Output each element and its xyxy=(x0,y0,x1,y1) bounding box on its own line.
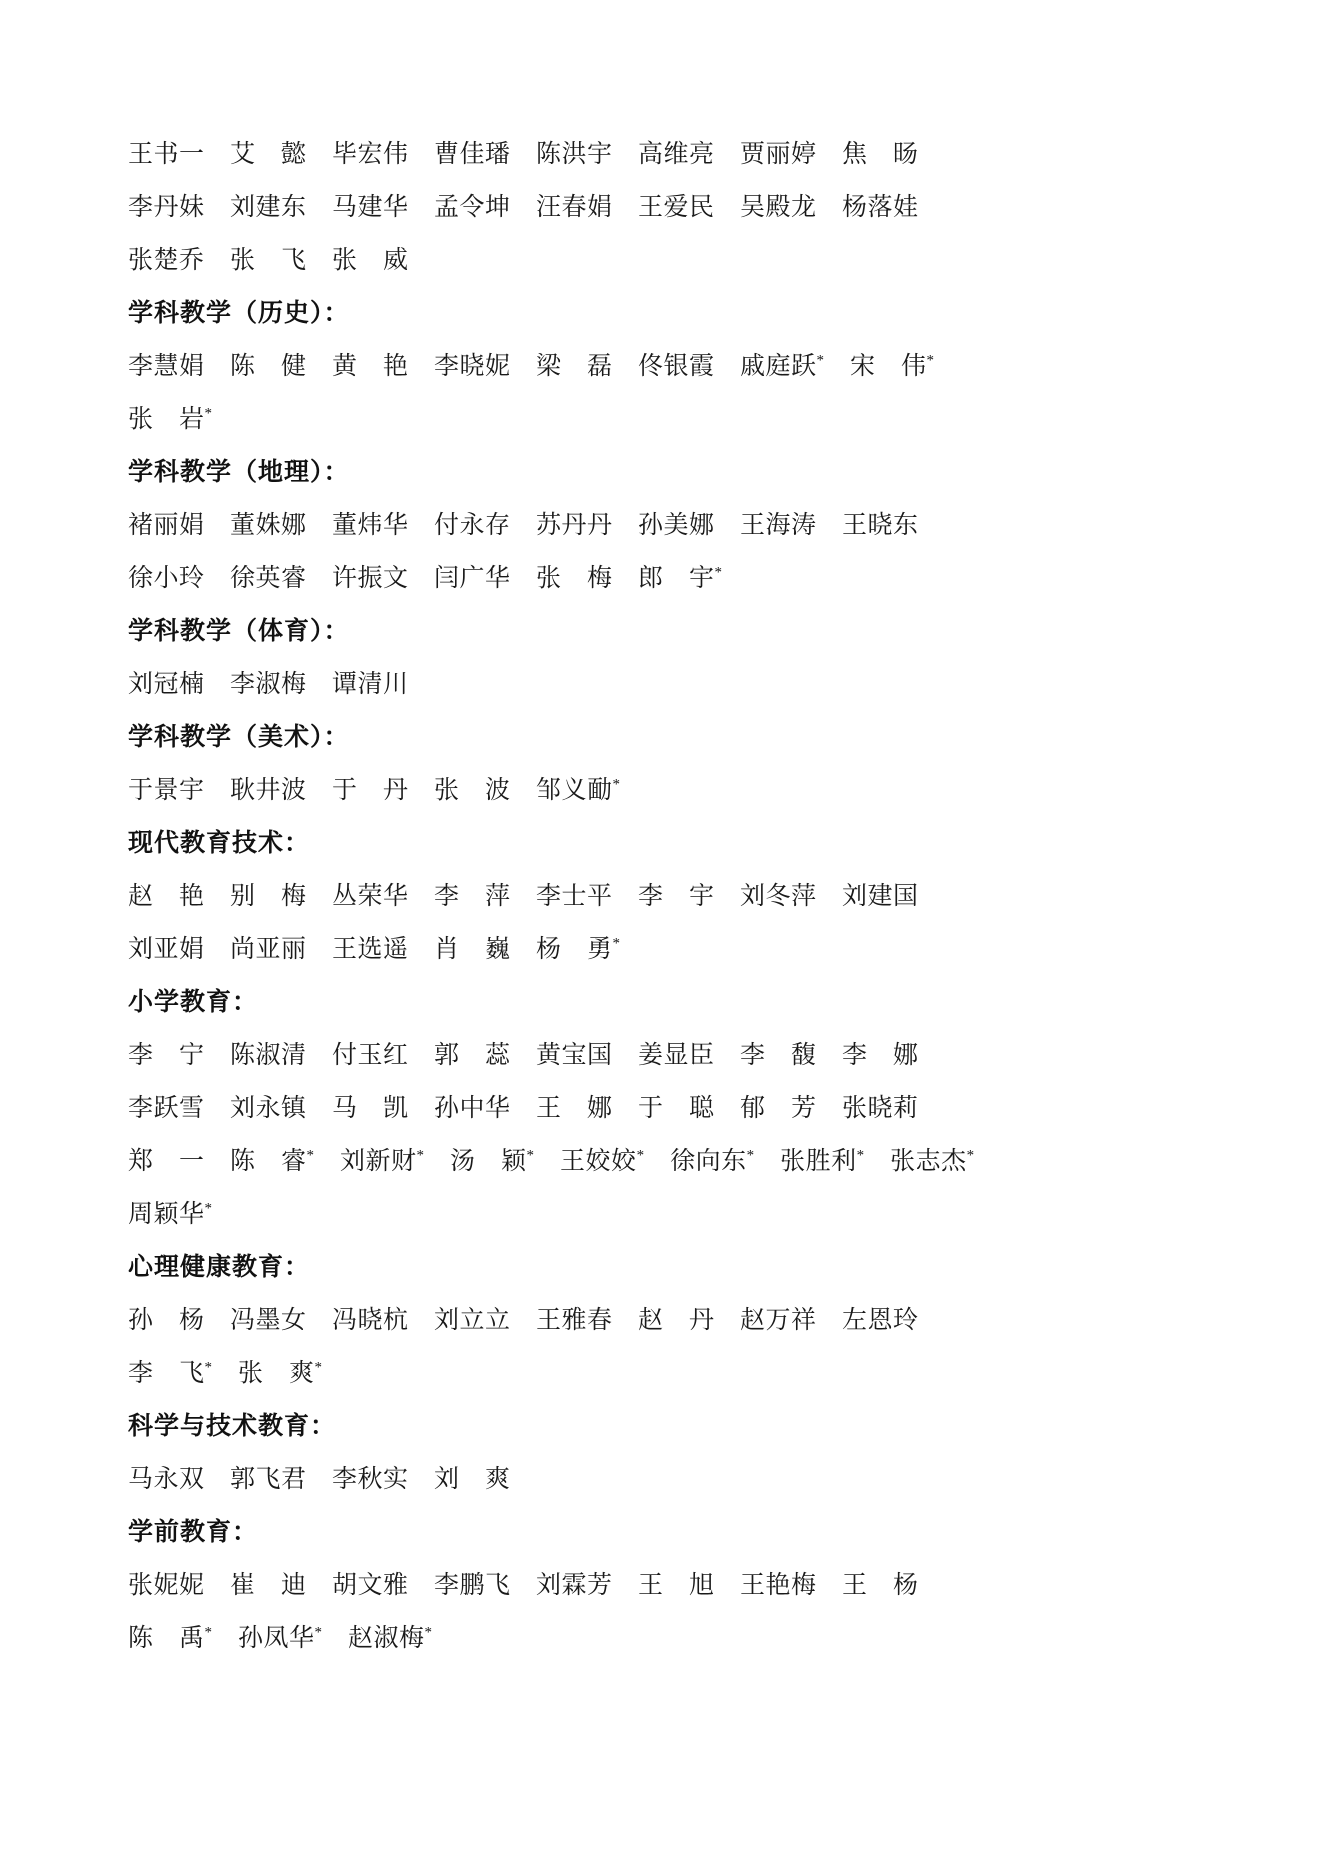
document-section xyxy=(128,128,1202,287)
name-list-line: 马永双 郭飞君 李秋实 刘 爽 xyxy=(128,1466,511,1493)
document-section xyxy=(128,1241,1202,1400)
section-heading: 学前教育： xyxy=(128,1519,259,1546)
document-section xyxy=(128,1400,1202,1506)
document-section xyxy=(128,446,1202,605)
document-section xyxy=(128,1506,1202,1665)
document-section xyxy=(128,287,1202,446)
name-list-line: 于景宇 耿井波 于 丹 张 波 邹义勔* xyxy=(128,776,621,804)
name-list-line: 张楚乔 张 飞 张 威 xyxy=(128,247,409,274)
section-heading: 现代教育技术： xyxy=(128,830,311,857)
name-list-line: 张妮妮 崔 迪 胡文雅 李鹏飞 刘霖芳 王 旭 王艳梅 王 杨 xyxy=(128,1572,919,1599)
name-list-line: 李 飞* 张 爽* xyxy=(128,1359,323,1387)
name-list-line: 王书一 艾 懿 毕宏伟 曹佳璠 陈洪宇 高维亮 贾丽婷 焦 旸 xyxy=(128,141,919,168)
name-list-line: 刘冠楠 李淑梅 谭清川 xyxy=(128,671,409,698)
document-section xyxy=(128,817,1202,976)
name-list-line: 李 宁 陈淑清 付玉红 郭 蕊 黄宝国 姜显臣 李 馥 李 娜 xyxy=(128,1042,919,1069)
name-list-line: 李慧娟 陈 健 黄 艳 李晓妮 梁 磊 佟银霞 戚庭跃* 宋 伟* xyxy=(128,352,935,380)
name-list-line: 褚丽娟 董姝娜 董炜华 付永存 苏丹丹 孙美娜 王海涛 王晓东 xyxy=(128,512,919,539)
section-heading: 学科教学（体育）： xyxy=(128,618,350,645)
name-list-line: 郑 一 陈 睿* 刘新财* 汤 颖* 王姣姣* 徐向东* 张胜利* 张志杰* xyxy=(128,1147,975,1175)
name-list-line: 张 岩* xyxy=(128,405,213,433)
document-body xyxy=(128,128,1202,1665)
section-heading: 学科教学（地理）： xyxy=(128,459,350,486)
name-list-line: 李丹妹 刘建东 马建华 孟令坤 汪春娟 王爱民 吴殿龙 杨落娃 xyxy=(128,194,919,221)
document-section xyxy=(128,976,1202,1241)
name-list-line: 赵 艳 别 梅 丛荣华 李 萍 李士平 李 宇 刘冬萍 刘建国 xyxy=(128,883,919,910)
section-heading: 科学与技术教育： xyxy=(128,1413,337,1440)
name-list-line: 周颖华* xyxy=(128,1200,213,1228)
section-heading: 学科教学（美术）： xyxy=(128,724,350,751)
name-list-line: 徐小玲 徐英睿 许振文 闫广华 张 梅 郎 宇* xyxy=(128,564,723,592)
name-list-line: 孙 杨 冯墨女 冯晓杭 刘立立 王雅春 赵 丹 赵万祥 左恩玲 xyxy=(128,1307,919,1334)
name-list-line: 陈 禹* 孙凤华* 赵淑梅* xyxy=(128,1624,433,1652)
section-heading: 心理健康教育： xyxy=(128,1254,311,1281)
document-section xyxy=(128,605,1202,711)
name-list-line: 刘亚娟 尚亚丽 王选遥 肖 巍 杨 勇* xyxy=(128,935,621,963)
name-list-line: 李跃雪 刘永镇 马 凯 孙中华 王 娜 于 聪 郁 芳 张晓莉 xyxy=(128,1095,919,1122)
section-heading: 学科教学（历史）： xyxy=(128,300,350,327)
document-section xyxy=(128,711,1202,817)
section-heading: 小学教育： xyxy=(128,989,259,1016)
